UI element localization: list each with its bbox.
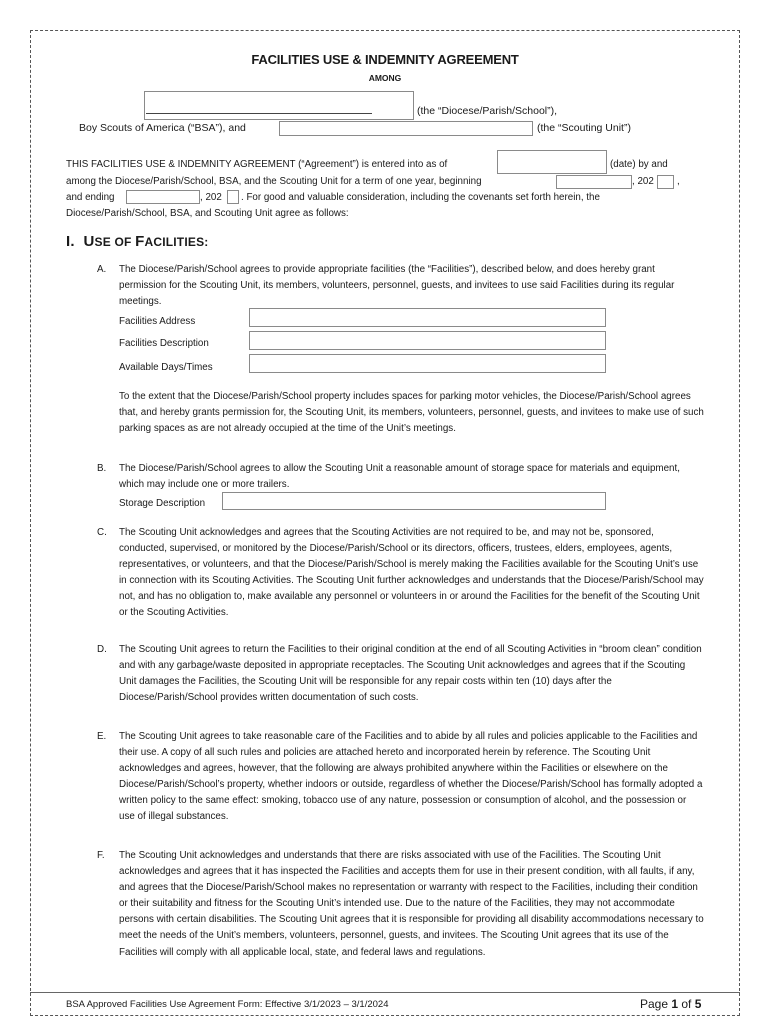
item-c-letter: C. bbox=[97, 527, 107, 538]
term-end-date-field[interactable] bbox=[126, 190, 200, 204]
scouting-unit-field[interactable] bbox=[279, 121, 533, 136]
among-label: AMONG bbox=[368, 73, 402, 83]
item-c-text: The Scouting Unit acknowledges and agrees that the Scouting Activities are not required to be, and may not be, sponsored, conducted, supervised, or monitored by the Diocese/Parish/School or its directors, officers, trustees, elders, employees, agents, representatives, or volunteers, and that the Diocese/Parish/School is merely making the Facilities available for the Scouting Unit’s use in connection with its Scouting Activities. The Scouting Unit further acknowledges and understands that the Diocese/Parish/School may not, and has no obligation to, make available any personnel or volunteers in or around the Facilities for the benefit of the Scouting Unit or the Scouting Activities. bbox=[119, 527, 704, 619]
section-1-title-part: SE OF bbox=[94, 235, 136, 249]
section-1-title-part: F bbox=[135, 233, 145, 250]
page-number bbox=[640, 997, 701, 1011]
intro-line-1: THIS FACILITIES USE & INDEMNITY AGREEMENT (“Agreement”) is entered into as of bbox=[66, 159, 448, 170]
page-current: 1 bbox=[671, 997, 679, 1011]
facilities-description-field[interactable] bbox=[249, 331, 606, 350]
section-1-title-part: ACILITIES: bbox=[144, 235, 209, 249]
date-label: (date) by and bbox=[610, 159, 668, 170]
term-begin-year-field[interactable] bbox=[657, 175, 674, 189]
agreement-date-field[interactable] bbox=[497, 150, 607, 174]
section-1-heading bbox=[66, 233, 208, 250]
page-prefix: Page bbox=[640, 997, 672, 1011]
parking-text: To the extent that the Diocese/Parish/School property includes spaces for parking motor vehicles, the Diocese/Parish/School agrees that, and hereby grants permission for, the Scouting Unit, its members, volunteers, personnel, guests, and invitees to make use of such parking spaces as are not already occupied at the time of the Unit’s meetings. bbox=[119, 391, 704, 435]
begin-year-prefix: , 202 bbox=[632, 176, 654, 187]
scouting-unit-label: (the “Scouting Unit”) bbox=[537, 122, 631, 134]
item-a-text: The Diocese/Parish/School agrees to provide appropriate facilities (the “Facilities”), described below, and does hereby grant permission for the Scouting Unit, its members, volunteers, personnel, guests, and invitees to use said Facilities during its regular meetings. bbox=[119, 264, 675, 308]
intro-line-3-prefix: and ending bbox=[66, 192, 115, 203]
item-f-letter: F. bbox=[97, 850, 105, 861]
diocese-name-underline bbox=[146, 113, 372, 114]
page-of: of bbox=[678, 997, 695, 1011]
begin-comma: , bbox=[677, 176, 680, 187]
term-end-year-field[interactable] bbox=[227, 190, 239, 204]
storage-description-field[interactable] bbox=[222, 492, 606, 510]
section-1-numeral: I. bbox=[66, 233, 75, 250]
term-begin-date-field[interactable] bbox=[556, 175, 632, 189]
item-b-text: The Diocese/Parish/School agrees to allow the Scouting Unit a reasonable amount of storage space for materials and equipment, which may include one or more trailers. bbox=[119, 463, 680, 491]
intro-line-3-suffix: . For good and valuable consideration, including the covenants set forth herein, the bbox=[241, 192, 600, 203]
item-e-text: The Scouting Unit agrees to take reasonable care of the Facilities and to abide by all rules and policies applicable to the Facilities and their use. A copy of all such rules and policies are attached hereto and incorporated herein by reference. The Scouting Unit acknowledges and agrees, however, that the following are always prohibited anywhere within the Facilities or elsewhere on the Diocese/Parish/School’s property, whether indoors or outside, regardless of whether the Diocese/Parish/School has formally adopted a written policy to the same effect: smoking, tobacco use of any nature, possession or consumption of alcohol, and the possession or use of illegal substances. bbox=[119, 731, 703, 823]
end-year-prefix: , 202 bbox=[200, 192, 222, 203]
item-e-letter: E. bbox=[97, 731, 107, 742]
footer-form-info: BSA Approved Facilities Use Agreement Form: Effective 3/1/2023 – 3/1/2024 bbox=[66, 999, 389, 1010]
footer-divider bbox=[30, 992, 740, 993]
available-days-label: Available Days/Times bbox=[119, 362, 213, 373]
diocese-name-field[interactable] bbox=[144, 91, 414, 120]
section-1-title-part: U bbox=[83, 233, 95, 250]
facilities-description-label: Facilities Description bbox=[119, 338, 209, 349]
facilities-address-field[interactable] bbox=[249, 308, 606, 327]
diocese-label: (the “Diocese/Parish/School”), bbox=[417, 105, 558, 117]
intro-line-4: Diocese/Parish/School, BSA, and Scouting Unit agree as follows: bbox=[66, 208, 349, 219]
item-b-letter: B. bbox=[97, 463, 107, 474]
page-total: 5 bbox=[694, 997, 702, 1011]
item-d-letter: D. bbox=[97, 644, 107, 655]
storage-description-label: Storage Description bbox=[119, 498, 206, 509]
intro-line-2: among the Diocese/Parish/School, BSA, and the Scouting Unit for a term of one year, beginning bbox=[66, 176, 482, 187]
bsa-label: Boy Scouts of America (“BSA”), and bbox=[79, 122, 246, 134]
facilities-address-label: Facilities Address bbox=[119, 316, 196, 327]
item-a-letter: A. bbox=[97, 264, 107, 275]
available-days-field[interactable] bbox=[249, 354, 606, 373]
item-f-text: The Scouting Unit acknowledges and understands that there are risks associated with use of the Facilities. The Scouting Unit acknowledges and agrees that it has inspected the Facilities and accepts them for use in their present condition, with all faults, if any, and agrees that the Diocese/Parish/School makes no representation or warranty with respect to the Facilities, including their condition or their suitability and fitness for the Scouting Unit’s intended use. Due to the nature of the Facilities, they may not accommodate persons with certain disabilities. The Scouting Unit agrees that it is responsible for providing all disability accommodations necessary to meet the needs of the Unit’s members, volunteers, personnel, guests, and invitees. The Scouting Unit agrees that its use of the Facilities will comply with all applicable local, state, and federal laws and regulations. bbox=[119, 850, 704, 958]
document-title: FACILITIES USE & INDEMNITY AGREEMENT bbox=[251, 52, 519, 67]
item-d-text: The Scouting Unit agrees to return the Facilities to their original condition at the end of all Scouting Activities in “broom clean” condition and with any garbage/waste deposited in appropriate receptacles. The Scouting Unit acknowledges and agrees that if the Scouting Unit damages the Facilities, the Scouting Unit will be responsible for any repair costs within ten (10) days after the Diocese/Parish/School provides written documentation of such costs. bbox=[119, 644, 702, 704]
